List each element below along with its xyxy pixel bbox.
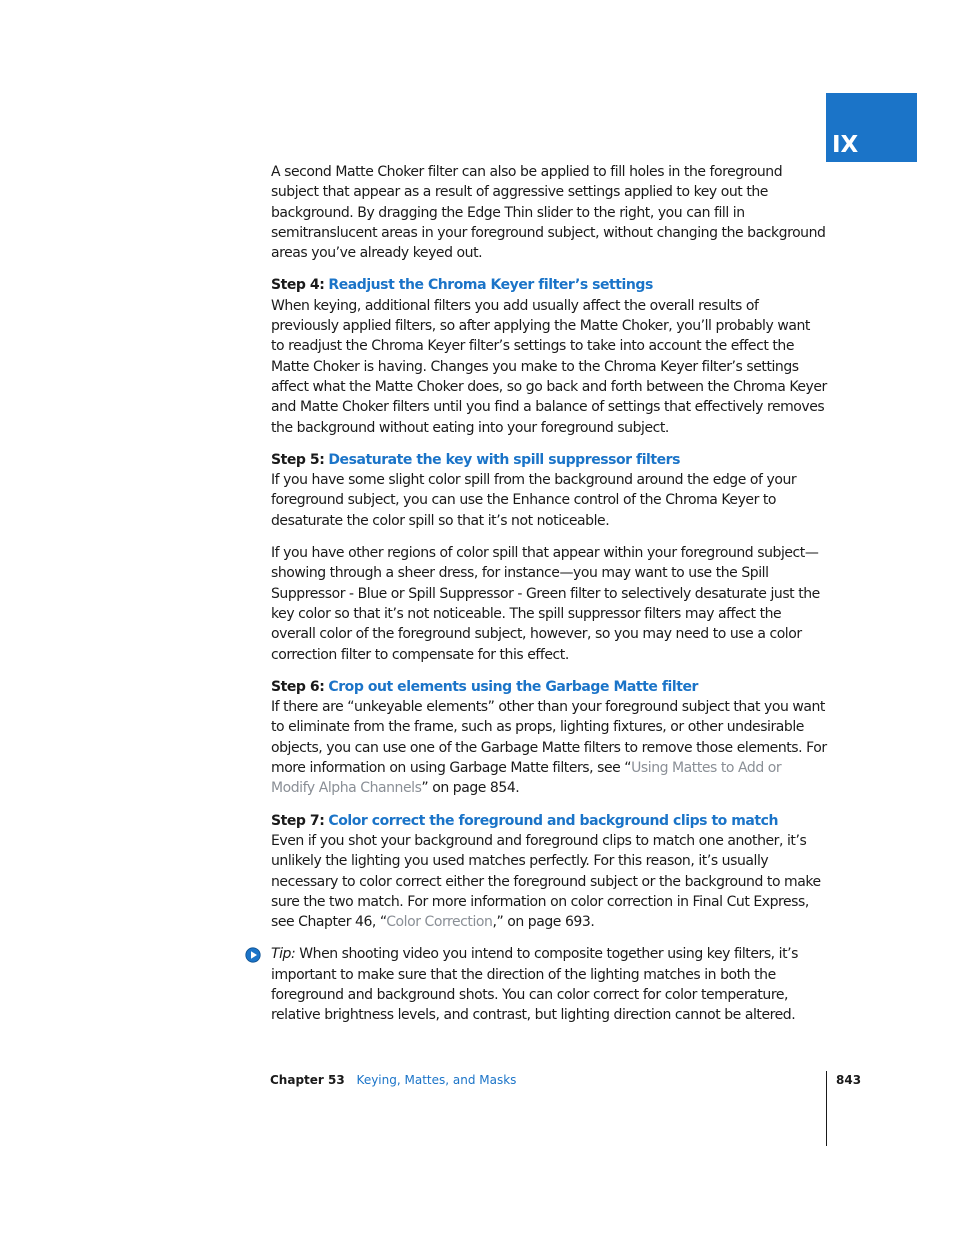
page-number: 843 <box>836 1073 862 1087</box>
cross-reference-link[interactable]: Using Mattes to Add or Modify Alpha Channels <box>271 760 782 797</box>
text-after-link: ,” on page 693. <box>492 914 595 931</box>
step-4-paragraph: When keying, additional filters you add usually affect the overall results of previously applied filters, so after applying the Matte Choker, you’ll probably want to readjust the Chroma Keyer filter’s settings to take into account the effect the Matte Choker is having. Changes you make to the Chroma Keyer filter’s settings affect what the Matte Choker does, so go back and forth between the Chroma Keyer and Matte Choker filters until you find a balance of settings that effectively removes the background without eating into your foreground subject. <box>271 297 827 436</box>
step-title: Color correct the foreground and background clips to match <box>328 812 779 829</box>
step-number: Step 7: <box>271 812 325 829</box>
step-6-paragraph <box>271 697 827 798</box>
step-7-heading <box>271 811 827 831</box>
section-tab <box>826 93 917 162</box>
step-5-heading <box>271 450 827 470</box>
page-content <box>271 162 827 1038</box>
step-5-paragraph-2: If you have other regions of color spill that appear within your foreground subject—showing through a sheer dress, for instance—you may want to use the Spill Suppressor - Blue or Spill Suppressor - Green filter to selectively desaturate just the key color so that it’s not noticeable. The spill suppressor filters may affect the overall color of the foreground subject, however, so you may need to use a color correction filter to compensate for this effect. <box>271 545 820 663</box>
tip-paragraph <box>271 944 827 1025</box>
step-5-paragraph-1: If you have some slight color spill from the background around the edge of your foreground subject, you can use the Enhance control of the Chroma Keyer to desaturate the color spill so that it’s not noticeable. <box>271 472 797 529</box>
intro-paragraph: A second Matte Choker filter can also be applied to fill holes in the foreground subject that appear as a result of aggressive settings applied to key out the background. By dragging the Edge Thin slider to the right, you can fill in semitranslucent areas in your foreground subject, without changing the background areas you’ve already keyed out. <box>271 164 826 262</box>
footer-divider <box>826 1071 827 1146</box>
play-arrow-icon <box>245 947 261 963</box>
tip-label: Tip: <box>271 946 296 963</box>
step-number: Step 6: <box>271 678 325 695</box>
chapter-number: Chapter 53 <box>270 1073 345 1087</box>
section-tab-label: IX <box>832 132 859 158</box>
text-before-link: Even if you shot your background and foreground clips to match one another, it’s unlikely the lighting you used matches perfectly. For this reason, it’s usually necessary to color correct either the foreground subject or the background to make sure the two match. For more information on color correction in Final Cut Express, see Chapter 46, “ <box>271 832 821 931</box>
step-title: Readjust the Chroma Keyer filter’s settings <box>328 277 653 294</box>
step-4-heading <box>271 275 827 295</box>
step-number: Step 4: <box>271 277 325 294</box>
step-title: Desaturate the key with spill suppressor filters <box>328 451 681 468</box>
step-7-paragraph <box>271 831 827 932</box>
step-number: Step 5: <box>271 451 325 468</box>
tip-text: When shooting video you intend to composite together using key filters, it’s important to make sure that the direction of the lighting matches in both the foreground and background shots. You can color correct for color temperature, relative brightness levels, and contrast, but lighting direction cannot be altered. <box>271 946 798 1024</box>
chapter-title: Keying, Mattes, and Masks <box>356 1073 517 1087</box>
text-before-link: If there are “unkeyable elements” other than your foreground subject that you want to eliminate from the frame, such as props, lighting fixtures, or other undesirable objects, you can use one of the Garbage Matte filters to remove those elements. For more information on using Garbage Matte filters, see “ <box>271 699 827 777</box>
cross-reference-link[interactable]: Color Correction <box>386 914 493 931</box>
text-after-link: ” on page 854. <box>421 780 520 797</box>
step-6-heading <box>271 677 827 697</box>
page-footer <box>270 1072 516 1088</box>
step-title: Crop out elements using the Garbage Matte filter <box>328 678 698 695</box>
